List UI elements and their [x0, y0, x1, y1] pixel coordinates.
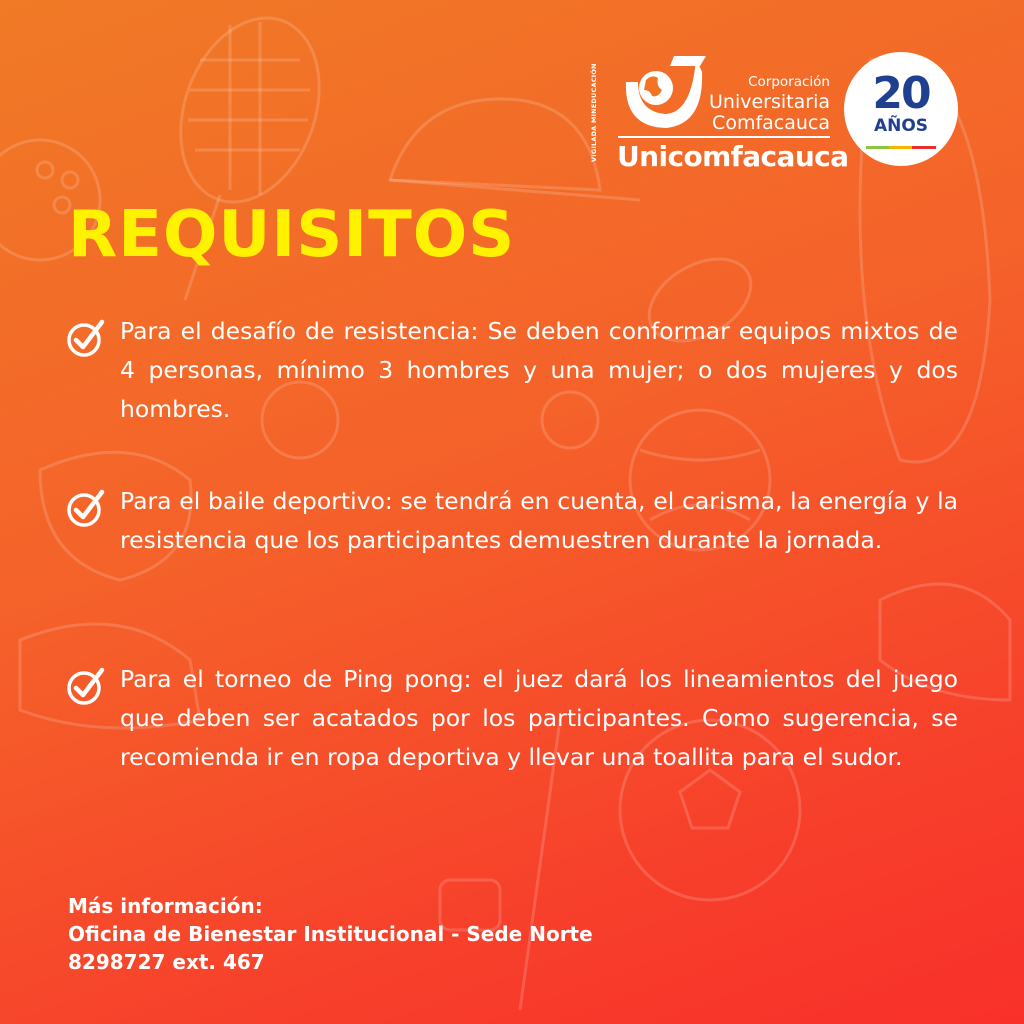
check-circle-icon — [66, 666, 106, 706]
contact-phone: 8298727 ext. 467 — [68, 950, 265, 974]
vigilada-mineducacion-label: VIGILADA MINEDUCACIÓN — [590, 63, 598, 162]
brand-name: Unicomfacauca — [617, 140, 849, 173]
corporation-name — [709, 76, 830, 133]
contact-office: Oficina de Bienestar Institucional - Sede Norte — [68, 922, 593, 946]
cap-icon — [390, 99, 600, 190]
contact-info — [68, 892, 593, 976]
contact-heading: Más información: — [68, 894, 263, 918]
anniversary-badge — [844, 52, 958, 166]
corp-line-1: Corporación — [748, 74, 830, 90]
requirement-item — [66, 482, 958, 560]
badge-color-line — [866, 146, 936, 149]
logo-divider — [618, 136, 830, 138]
corp-line-3: Comfacauca — [712, 111, 830, 134]
check-circle-icon — [66, 488, 106, 528]
badge-number: 20 — [872, 68, 930, 119]
requirement-text: Para el torneo de Ping pong: el juez dará los lineamientos del juego que deben ser acatados por los participantes. Como sugerencia, se recomienda ir en ropa deportiva y llevar una toallita para el sudor. — [120, 665, 958, 771]
requirement-item — [66, 312, 958, 429]
unicomfacauca-logo-icon — [616, 52, 708, 138]
requirement-item — [66, 660, 958, 777]
requirement-text: Para el baile deportivo: se tendrá en cuenta, el carisma, la energía y la resistencia que los participantes demuestren durante la jornada. — [120, 487, 958, 554]
badge-label: AÑOS — [873, 116, 929, 136]
requirement-text: Para el desafío de resistencia: Se deben conformar equipos mixtos de 4 personas, mínimo 3 hombres y una mujer; o dos mujeres y dos hombres. — [120, 317, 958, 423]
page-title: REQUISITOS — [68, 198, 516, 272]
corp-line-2: Universitaria — [709, 90, 830, 113]
check-circle-icon — [66, 318, 106, 358]
